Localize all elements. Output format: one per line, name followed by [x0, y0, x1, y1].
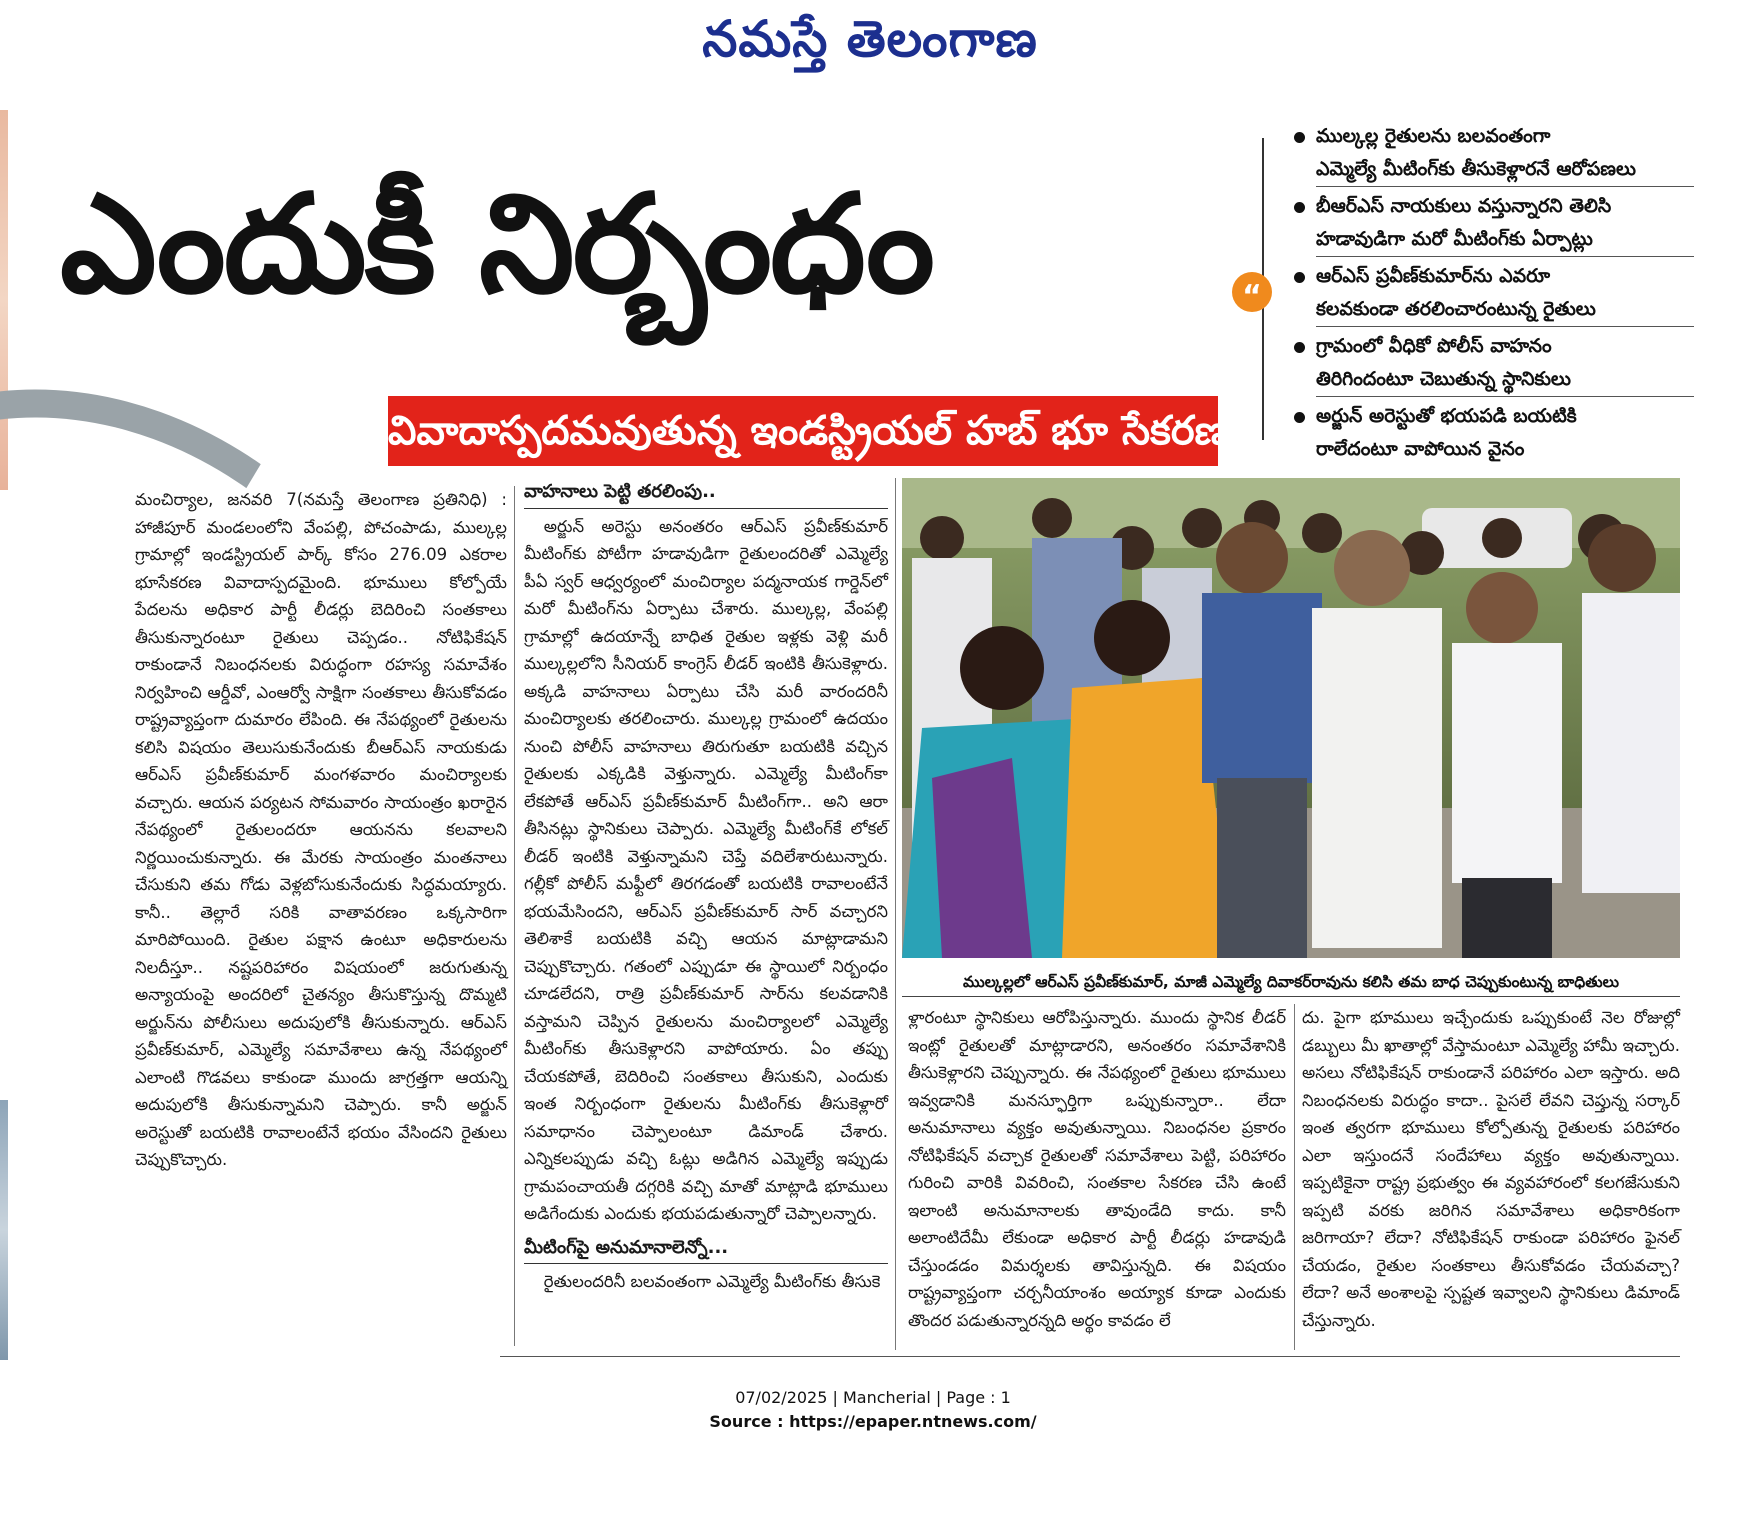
bullet-item: [1294, 330, 1694, 397]
bullet-line: ఆర్ఎస్ ప్రవీణ్‌కుమార్‌ను ఎవరూ: [1316, 265, 1551, 287]
photo-illustration: [902, 478, 1680, 958]
article-paragraph: మంచిర్యాల, జనవరి 7(నమస్తే తెలంగాణ ప్రతినిధి) : హాజీపూర్ మండలంలోని వేంపల్లి, పోచంపాడు, ముల్కల్ల గ్రామాల్లో ఇండస్ట్రియల్ పార్క్ కోసం 276.09 ఎకరాల భూసేకరణ వివాదాస్పదమైంది. భూములు కోల్పోయే పేదలను అధికార పార్టీ లీడర్లు బెదిరించి సంతకాలు తీసుకున్నారంటూ రైతులు చెప్పడం.. నోటిఫికేషన్ రాకుండానే నిబంధనలకు విరుద్ధంగా రహస్య సమావేశం నిర్వహించి ఆర్డీవో, ఎంఆర్వో సాక్షిగా సంతకాలు తీసుకోవడం రాష్ట్రవ్యాప్తంగా దుమారం లేపింది. ఈ నేపథ్యంలో రైతులను కలిసి విషయం తెలుసుకునేందుకు బీఆర్ఎస్ నాయకుడు ఆర్ఎస్ ప్రవీణ్‌కుమార్ మంగళవారం మంచిర్యాలకు వచ్చారు. ఆయన పర్యటన సోమవారం సాయంత్రం ఖరారైన నేపథ్యంలో రైతులందరూ ఆయనను కలవాలని నిర్ణయించుకున్నారు. ఈ మేరకు సాయంత్రం మంతనాలు చేసుకుని తమ గోడు వెళ్లబోసుకునేందుకు సిద్ధమయ్యారు. కానీ.. తెల్లారే సరికి వాతావరణం ఒక్కసారిగా మారిపోయింది. రైతుల పక్షాన ఉంటూ అధికారులను నిలదీస్తూ.. నష్టపరిహారం విషయంలో జరుగుతున్న అన్యాయంపై అందరిలో చైతన్యం తీసుకొస్తున్న దొమ్మటి అర్జున్‌ను పోలీసులు అదుపులోకి తీసుకున్నారు. ఆర్ఎస్ ప్రవీణ్‌కుమార్, ఎమ్మెల్యే సమావేశాలు ఉన్న నేపథ్యంలో ఎలాంటి గొడవలు కాకుండా ముందు జాగ్రత్తగా ఆయన్ని అదుపులోకి తీసుకున్నామని చెప్పారు. కానీ అర్జున్ అరెస్టుతో బయటికి రావాలంటేనే భయం వేసిందని రైతులు చెప్పుకొచ్చారు.: [135, 490, 507, 1169]
headline: ఎందుకీ నిర్బంధం: [60, 166, 933, 324]
article-paragraph: అర్జున్ అరెస్టు అనంతరం ఆర్ఎస్ ప్రవీణ్‌కుమార్ మీటింగ్‌కు పోటీగా హడావుడిగా రైతులందరితో ఎమ్మెల్యే పీఏ స్వర్ ఆధ్వర్యంలో మంచిర్యాల పద్మనాయక గార్డెన్‌లో మరో మీటింగ్‌ను ఏర్పాటు చేశారు. ముల్కల్ల, వేంపల్లి గ్రామాల్లో ఉదయాన్నే బాధిత రైతుల ఇళ్లకు వెళ్లి మరీ ముల్కల్లలోని సీనియర్ కాంగ్రెస్ లీడర్ ఇంటికి తీసుకెళ్లారు. అక్కడి వాహనాలు ఏర్పాటు చేసి మరీ వారందరినీ మంచిర్యాలకు తరలించారు. ముల్కల్ల గ్రామంలో ఉదయం నుంచి పోలీస్ వాహనాలు తిరుగుతూ బయటికి వచ్చిన రైతులకు ఎక్కడికి వెళ్తున్నారు. ఎమ్మెల్యే మీటింగ్‌కా లేకపోతే ఆర్ఎస్ ప్రవీణ్‌కుమార్ మీటింగ్‌గా.. అని ఆరా తీసినట్లు స్థానికులు చెప్పారు. ఎమ్మెల్యే మీటింగ్‌కే లోకల్ లీడర్ ఇంటికి వెళ్తున్నామని చెప్తే వదిలేశారుటున్నారు. గల్లీకో పోలీస్ మఫ్టీలో తిరగడంతో బయటికి రావాలంటేనే భయమేసిందని, ఆర్ఎస్ ప్రవీణ్‌కుమార్ సార్ వచ్చారని తెలిశాకే బయటికి వచ్చి ఆయన మాట్లాడామని చెప్పుకొచ్చారు. గతంలో ఎప్పుడూ ఈ స్థాయిలో నిర్బంధం చూడలేదని, రాత్రి ప్రవీణ్‌కుమార్ సార్‌ను కలవడానికి వస్తామని చెప్పిన రైతులను మంచిర్యాలలో ఎమ్మెల్యే మీటింగ్‌కు తీసుకెళ్లారని వాపోయారు. ఏం తప్పు చేయకపోతే, బెదిరించి సంతకాలు తీసుకుని, ఎందుకు ఇంత నిర్బంధంగా రైతులను మీటింగ్‌కు తీసుకెళ్లారో సమాధానం చెప్పాలంటూ డిమాండ్ చేశారు. ఎన్నికలప్పుడు వచ్చి ఓట్లు అడిగిన ఎమ్మెల్యే ఇప్పుడు గ్రామపంచాయతీ దగ్గరికి వచ్చి మాతో మాట్లాడి భూములు అడిగేందుకు ఎందుకు భయపడుతున్నారో చెప్పాలన్నారు.: [524, 516, 888, 1223]
bullet-line: రాలేదంటూ వాపోయిన వైనం: [1316, 438, 1525, 460]
footer-source: Source : https://epaper.ntnews.com/: [709, 1412, 1037, 1431]
bullet-line: హడావుడిగా మరో మీటింగ్‌కు ఏర్పాట్లు: [1316, 228, 1593, 250]
bullet-line: తిరిగిందంటూ చెబుతున్న స్థానికులు: [1316, 368, 1571, 390]
bullet-item: [1294, 260, 1694, 327]
bullet-line: ముల్కల్ల రైతులను బలవంతంగా: [1316, 125, 1551, 147]
bullet-line: అర్జున్ అరెస్టుతో భయపడి బయటికి: [1316, 405, 1577, 427]
bullet-dot-icon: [1294, 342, 1305, 353]
column-divider: [895, 478, 896, 1350]
article-column-3: [908, 1004, 1286, 1350]
bullet-item: [1294, 400, 1694, 466]
bullet-dot-icon: [1294, 132, 1305, 143]
column-divider: [514, 486, 515, 1346]
bullet-line: ఎమ్మెల్యే మీటింగ్‌కు తీసుకెళ్లారనే ఆరోపణలు: [1316, 158, 1636, 180]
article-paragraph: ళ్లారంటూ స్థానికులు ఆరోపిస్తున్నారు. ముందు స్థానిక లీడర్ ఇంట్లో రైతులతో మాట్లాడారని, అనంతరం సమావేశానికి తీసుకెళ్లారని చెప్పున్నారు. ఈ నేపథ్యంలో రైతులు భూములు ఇవ్వడానికి మనస్ఫూర్తిగా ఒప్పుకున్నారా.. లేదా అనుమానాలు వ్యక్తం అవుతున్నాయి. నిబంధనల ప్రకారం నోటిఫికేషన్ వచ్చాక రైతులతో సమావేశాలు పెట్టి, పరిహారం గురించి వారికి వివరించి, సంతకాల సేకరణ చేసి ఉంటే ఇలాంటి అనుమానాలకు తావుండేది కాదు. కానీ అలాంటిదేమీ లేకుండా అధికార పార్టీ లీడర్లు హడావుడి చేస్తుండడం విమర్శలకు తావిస్తున్నది. ఈ విషయం రాష్ట్రవ్యాప్తంగా చర్చనీయాంశం అయ్యాక కూడా ఎందుకు తొందర పడుతున్నారన్నది అర్థం కావడం లే: [908, 1008, 1286, 1330]
article-column-1: [135, 486, 507, 1346]
article-column-2: [524, 478, 888, 1350]
subheadline-banner: వివాదాస్పదమవుతున్న ఇండస్ట్రియల్ హబ్ భూ సేకరణ: [388, 396, 1218, 466]
bullet-dot-icon: [1294, 412, 1305, 423]
bullet-item: [1294, 120, 1694, 187]
news-photo: [902, 478, 1680, 958]
section-heading: వాహనాలు పెట్టి తరలింపు..: [524, 478, 888, 509]
bullet-line: కలవకుండా తరలించారంటున్న రైతులు: [1316, 298, 1596, 320]
bullet-line: బీఆర్ఎస్ నాయకులు వస్తున్నారని తెలిసి: [1316, 195, 1612, 217]
article-paragraph: దు. పైగా భూములు ఇచ్చేందుకు ఒప్పుకుంటే నెల రోజుల్లో డబ్బులు మీ ఖాతాల్లో వేస్తామంటూ ఎమ్మెల్యే హామీ ఇచ్చారు. అసలు నోటిఫికేషన్ రాకుండానే పరిహారం ఎలా ఇస్తారు. అది నిబంధనలకు విరుద్ధం కాదా.. పైసలే లేవని చెప్తున్న సర్కార్ ఇంత త్వరగా భూములు కోల్పోతున్న రైతులకు పరిహారం ఎలా ఇస్తుందనే సందేహాలు వ్యక్తం అవుతున్నాయి. ఇప్పటికైనా రాష్ట్ర ప్రభుత్వం ఈ వ్యవహారంలో కలగజేసుకుని ఇప్పటి వరకు జరిగిన సమావేశాలు అధికారికంగా జరిగాయా? లేదా? నోటిఫికేషన్ రాకుండా పరిహారం ఫైనల్ చేయడం, రైతుల సంతకాలు తీసుకోవడం చేయవచ్చా? లేదా? అనే అంశాలపై స్పష్టత ఇవ్వాలని స్థానికులు డిమాండ్ చేస్తున్నారు.: [1302, 1008, 1680, 1330]
masthead-logo: నమస్తే తెలంగాణ: [702, 9, 1038, 68]
bullet-line: గ్రామంలో వీధికో పోలీస్ వాహనం: [1316, 335, 1552, 357]
left-quote-icon: “: [1232, 272, 1272, 312]
article-paragraph: రైతులందరినీ బలవంతంగా ఎమ్మెల్యే మీటింగ్‌కు తీసుకె: [543, 1272, 881, 1291]
article-column-4: [1302, 1004, 1680, 1350]
bullet-dot-icon: [1294, 272, 1305, 283]
photo-caption: ముల్కల్లలో ఆర్ఎస్ ప్రవీణ్‌కుమార్, మాజీ ఎమ్మెల్యే దివాకర్‌రావును కలిసి తమ బాధ చెప్పుకుంటున్న బాధితులు: [902, 968, 1680, 997]
bullet-dot-icon: [1294, 202, 1305, 213]
column-divider: [1294, 1004, 1295, 1350]
footer-date-edition: 07/02/2025 | Mancherial | Page : 1: [735, 1388, 1011, 1407]
bullet-item: [1294, 190, 1694, 257]
bottom-rule: [500, 1356, 1680, 1357]
section-heading: మీటింగ్‌పై అనుమానాలెన్నో...: [524, 1234, 888, 1265]
